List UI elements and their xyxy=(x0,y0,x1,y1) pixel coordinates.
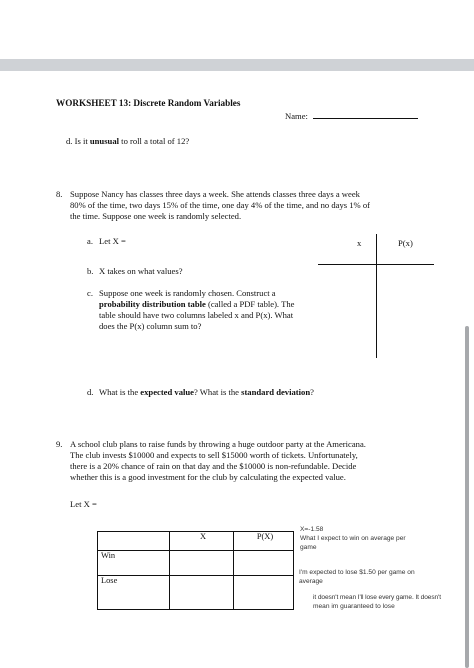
table-header-row xyxy=(98,532,294,551)
q-d-bold: unusual xyxy=(89,136,120,146)
q8d-post: ? xyxy=(310,387,314,397)
q-d-prefix: d. Is it xyxy=(66,136,90,146)
worksheet-title: WORKSHEET 13: Discrete Random Variables xyxy=(56,98,241,108)
q8-line-2: 80% of the time, two days 15% of the time, one day 4% of the time, and no days 1% of xyxy=(70,200,370,210)
table-header-x: X xyxy=(170,532,234,551)
q8d-letter: d. xyxy=(87,387,94,397)
table-header-px: P(X) xyxy=(234,532,294,551)
q8b-letter: b. xyxy=(87,266,94,276)
q8d-mid: ? What is the xyxy=(194,387,242,397)
q8b-text: X takes on what values? xyxy=(99,266,183,276)
q8c-line-4: does the P(x) column sum to? xyxy=(99,321,202,331)
q9-number: 9. xyxy=(56,439,63,449)
q8-line-1: Suppose Nancy has classes three days a week. She attends classes three days a week xyxy=(70,189,360,199)
note-guarantee-line-1: it doesn't mean I'll lose every game. It doesn't xyxy=(313,594,441,601)
table-cell[interactable] xyxy=(234,576,294,610)
q8d-pre: What is the xyxy=(99,387,141,397)
table-row-label-win: Win xyxy=(98,551,170,576)
pdf-table-bold: probability distribution table xyxy=(99,299,206,309)
q8c-line-1: Suppose one week is randomly chosen. Construct a xyxy=(99,288,276,298)
note-lose-line-2: average xyxy=(299,578,323,585)
note-guarantee-line-2: mean im guaranteed to lose xyxy=(313,603,395,610)
q8d-text xyxy=(99,387,314,398)
t-table-vertical-rule xyxy=(376,234,377,358)
q8-line-3: the time. Suppose one week is randomly selected. xyxy=(70,211,242,221)
table-row-label-lose: Lose xyxy=(98,576,170,610)
expected-value-bold: expected value xyxy=(140,387,194,397)
q9-line-3: there is a 20% chance of rain on that day and the $10000 is non-refundable. Decide xyxy=(70,461,357,471)
table-row xyxy=(98,576,294,610)
q8a-letter: a. xyxy=(87,236,93,246)
top-toolbar-band xyxy=(0,59,474,71)
note-x-value: X=-1.58 xyxy=(300,526,324,533)
tt-header-x: x xyxy=(357,238,362,248)
q8c-line-2 xyxy=(99,299,294,310)
q8c-letter: c. xyxy=(87,288,93,298)
table-cell-blank xyxy=(98,532,170,551)
table-row xyxy=(98,551,294,576)
note-lose-line-1: I'm expected to lose $1.50 per game on xyxy=(299,569,415,576)
note-expect-line-1: What I expect to win on average per xyxy=(300,535,406,542)
tt-header-px: P(x) xyxy=(398,238,413,248)
table-cell[interactable] xyxy=(234,551,294,576)
q8-number: 8. xyxy=(56,189,63,199)
q-d-suffix: to roll a total of 12? xyxy=(119,136,190,146)
q9-line-1: A school club plans to raise funds by throwing a huge outdoor party at the Americana. xyxy=(70,439,366,449)
table-cell[interactable] xyxy=(170,551,234,576)
q8c-line-3: table should have two columns labeled x and P(x). What xyxy=(99,310,294,320)
standard-deviation-bold: standard deviation xyxy=(241,387,311,397)
vertical-scrollbar[interactable] xyxy=(465,326,469,668)
table-cell[interactable] xyxy=(170,576,234,610)
note-expect-line-2: game xyxy=(300,544,317,551)
q9-let-x: Let X = xyxy=(70,499,97,509)
name-label: Name: xyxy=(285,111,308,121)
name-blank-line[interactable] xyxy=(313,118,418,119)
q8a-text: Let X = xyxy=(99,236,126,246)
q9-line-4: whether this is a good investment for the club by calculating the expected value. xyxy=(70,472,346,482)
q8c-line-2-rest: (called a PDF table). The xyxy=(205,299,295,309)
question-d-unusual xyxy=(66,136,189,147)
q9-line-2: The club invests $10000 and expects to sell $15000 worth of tickets. Unfortunately, xyxy=(70,450,358,460)
q9-win-lose-table xyxy=(97,531,294,610)
